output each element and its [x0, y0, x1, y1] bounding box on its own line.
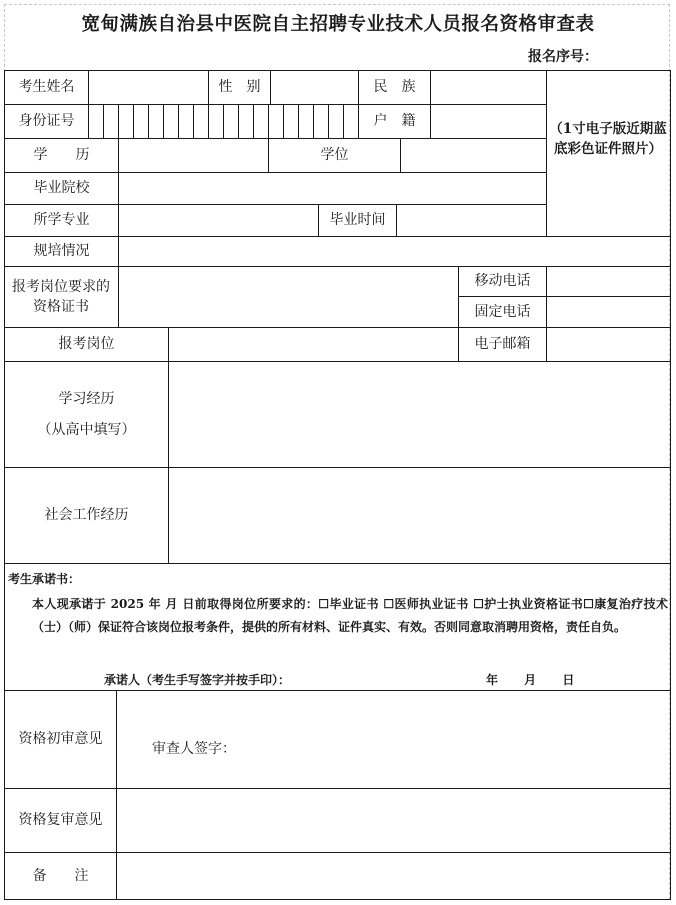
serial-number-label: 报名序号： [528, 49, 598, 65]
ethnicity-label: 民 族 [373, 79, 416, 96]
row-line [4, 563, 671, 564]
second-review-field[interactable] [117, 789, 670, 852]
study-history-field[interactable] [169, 362, 670, 467]
school-label: 毕业院校 [33, 180, 90, 197]
id-digit-line [148, 104, 149, 138]
pledge-body: 本人现承诺于 2025 年 月 日前取得岗位所要求的：☐毕业证书 ☐医师执业证书 ☐护士执业资格证书☐康复治疗技术（士）（师）保证符合该岗位报考条件，提供的所有材料、证件真实、有效。否则同意取消聘用资格，责任自负。 [32, 597, 668, 634]
row-line [4, 899, 671, 900]
work-history-label: 社会工作经历 [44, 507, 129, 524]
id-digit-line [193, 104, 194, 138]
id-digit-line [133, 104, 134, 138]
study-history-label: 学习经历 [58, 391, 115, 408]
form-title: 宽甸满族自治县中医院自主招聘专业技术人员报名资格审查表 [81, 14, 595, 35]
study-history-label-cell [5, 362, 168, 467]
id-digit-line [163, 104, 164, 138]
position-label: 报考岗位 [58, 336, 115, 353]
landline-label: 固定电话 [474, 303, 531, 320]
name-label: 考生姓名 [18, 79, 75, 96]
gender-label: 性 别 [218, 79, 261, 96]
required-cert-label: 报考岗位要求的资格证书 [12, 278, 110, 315]
training-field[interactable] [119, 237, 670, 266]
mobile-field[interactable] [547, 267, 670, 296]
id-digit-line [298, 104, 299, 138]
id-digit-line [268, 104, 269, 138]
id-digit-line [253, 104, 254, 138]
graduation-time-label: 毕业时间 [329, 212, 386, 229]
id-digit-line [313, 104, 314, 138]
remarks-label: 备 注 [32, 867, 89, 884]
major-field[interactable] [119, 205, 318, 236]
major-label: 所学专业 [33, 212, 90, 229]
position-field[interactable] [169, 328, 458, 361]
hukou-label: 户 籍 [373, 113, 416, 130]
initial-review-label: 资格初审意见 [18, 731, 103, 748]
education-label: 学 历 [33, 147, 90, 164]
id-digit-line [343, 104, 344, 138]
gender-field[interactable] [271, 71, 358, 104]
id-digit-line [283, 104, 284, 138]
email-field[interactable] [547, 328, 670, 361]
id-digit-line [178, 104, 179, 138]
email-label: 电子邮箱 [474, 336, 531, 353]
school-field[interactable] [119, 173, 546, 204]
mobile-label: 移动电话 [474, 273, 531, 290]
graduation-time-field[interactable] [397, 205, 546, 236]
id-digit-line [103, 104, 104, 138]
pledge-signature-label: 承诺人（考生手写签字并按手印）： [104, 673, 291, 687]
second-review-label: 资格复审意见 [18, 812, 103, 829]
reviewer-signature-label: 审查人签字： [152, 741, 236, 757]
pledge-heading: 考生承诺书： [8, 572, 81, 586]
degree-label: 学位 [320, 147, 349, 164]
id-digit-line [223, 104, 224, 138]
photo-placeholder[interactable]: （1寸电子版近期蓝底彩色证件照片） [549, 121, 667, 157]
required-cert-field[interactable] [119, 267, 458, 327]
training-label: 规培情况 [33, 243, 90, 260]
id-digit-line [208, 104, 209, 138]
col-line [670, 70, 671, 900]
name-field[interactable] [89, 71, 208, 104]
landline-field[interactable] [547, 297, 670, 327]
id-digit-line [118, 104, 119, 138]
pledge-text [8, 593, 668, 639]
id-digit-line [328, 104, 329, 138]
degree-field[interactable] [401, 139, 546, 172]
work-history-field[interactable] [169, 468, 670, 563]
remarks-field[interactable] [117, 853, 670, 899]
pledge-date-label: 年 月 日 [486, 673, 575, 687]
hukou-field[interactable] [431, 105, 546, 138]
id-number-label: 身份证号 [18, 113, 75, 130]
education-field[interactable] [119, 139, 268, 172]
ethnicity-field[interactable] [431, 71, 546, 104]
id-digit-line [238, 104, 239, 138]
study-history-note: （从高中填写） [37, 421, 136, 438]
